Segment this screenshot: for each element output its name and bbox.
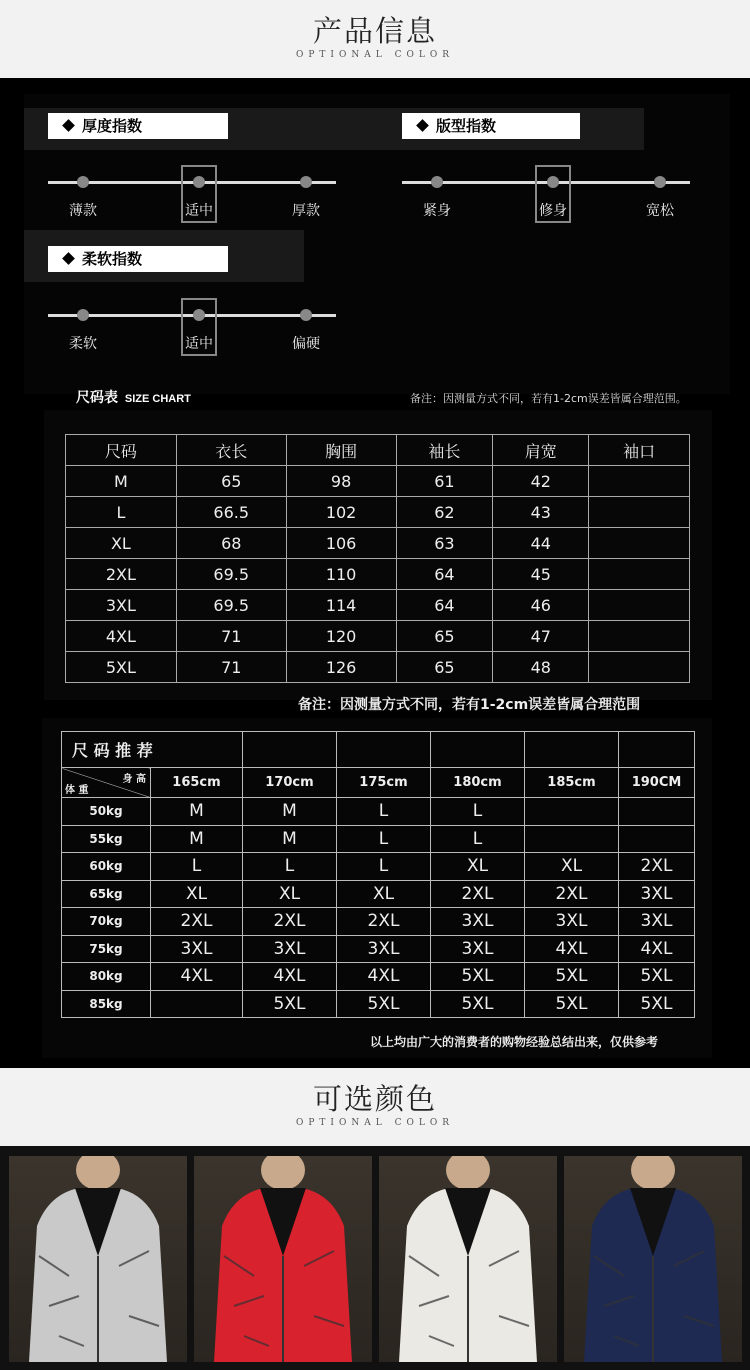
recommend-blank-cell [619,732,695,768]
recommend-weight-cell: 65kg [62,880,151,908]
size-cell: L [66,497,177,528]
recommend-row [62,990,695,1018]
recommend-size-cell: L [337,825,431,853]
size-row [66,621,690,652]
size-cell: 48 [493,652,589,683]
size-cell [589,559,690,590]
recommend-height-cell: 165cm [151,768,243,798]
color-photo-red-hoodie[interactable] [194,1156,372,1362]
size-cell: 65 [396,652,493,683]
size-header-cell: 袖口 [589,435,690,466]
recommend-size-cell: L [243,853,337,881]
recommend-height-cell: 190CM [619,768,695,798]
recommend-blank-cell [431,732,525,768]
recommend-size-cell: XL [431,853,525,881]
recommend-height-cell: 170cm [243,768,337,798]
recommend-size-cell: 2XL [337,908,431,936]
size-cell [589,497,690,528]
size-cell: 4XL [66,621,177,652]
recommend-size-cell: L [431,798,525,826]
recommend-size-cell: 3XL [151,935,243,963]
section-title: 产品信息 [312,14,437,48]
diamond-icon [62,252,75,265]
thickness-dot-3[interactable] [300,176,312,188]
recommend-height-cell: 175cm [337,768,431,798]
size-cell: 43 [493,497,589,528]
size-cell: 69.5 [176,590,286,621]
thickness-label-text: 厚度指数 [82,117,143,135]
color-photo-light-gray-hoodie[interactable] [9,1156,187,1362]
recommend-size-cell: 4XL [619,935,695,963]
recommend-size-cell: 3XL [525,908,619,936]
size-cell: 42 [493,466,589,497]
hoodie-figure [194,1156,372,1362]
recommend-size-cell: XL [337,880,431,908]
size-cell: 66.5 [176,497,286,528]
size-cell: 65 [176,466,286,497]
softness-index-label [48,246,228,272]
recommend-size-cell: 5XL [243,990,337,1018]
size-row [66,528,690,559]
recommend-size-cell: 4XL [337,963,431,991]
color-photo-navy-hoodie[interactable] [564,1156,742,1362]
size-header-cell: 胸围 [286,435,396,466]
size-cell: 5XL [66,652,177,683]
recommend-size-cell: XL [151,880,243,908]
recommend-weight-cell: 60kg [62,853,151,881]
recommend-size-cell: 5XL [619,963,695,991]
recommend-title: 尺 码 推 荐 [62,732,243,768]
recommend-size-cell: 2XL [243,908,337,936]
recommend-size-cell: 3XL [619,908,695,936]
recommend-size-cell: 2XL [151,908,243,936]
size-cell: 62 [396,497,493,528]
size-cell: 64 [396,559,493,590]
recommend-size-cell: 3XL [431,908,525,936]
softness-label-text: 柔软指数 [82,250,143,268]
recommend-size-cell: 2XL [619,853,695,881]
size-cell: 44 [493,528,589,559]
softness-option-1[interactable]: 柔软 [69,336,97,352]
softness-option-2[interactable]: 适中 [185,336,213,352]
recommend-size-cell: 5XL [431,990,525,1018]
size-cell: 126 [286,652,396,683]
recommend-blank-cell [525,732,619,768]
size-cell: 110 [286,559,396,590]
recommend-size-cell: 2XL [431,880,525,908]
size-cell [589,652,690,683]
size-cell: 46 [493,590,589,621]
size-chart-title-en: SIZE CHART [124,393,191,405]
recommend-weight-cell: 70kg [62,908,151,936]
size-cell: 3XL [66,590,177,621]
recommend-size-cell: L [337,853,431,881]
thickness-option-2[interactable]: 适中 [185,203,213,219]
recommend-size-cell: 5XL [431,963,525,991]
softness-option-3[interactable]: 偏硬 [292,336,320,352]
size-cell: 47 [493,621,589,652]
size-chart-top-note: 备注：因测量方式不同，若有1-2cm误差皆属合理范围。 [410,392,687,405]
softness-dot-3[interactable] [300,309,312,321]
recommend-size-cell: 5XL [619,990,695,1018]
recommend-size-cell: M [151,825,243,853]
recommend-size-cell: 3XL [619,880,695,908]
diamond-icon [416,119,429,132]
thickness-option-1[interactable]: 薄款 [69,203,97,219]
recommend-size-cell: 5XL [525,963,619,991]
section-subtitle: OPTIONAL COLOR [296,50,454,60]
size-cell: 120 [286,621,396,652]
size-row [66,497,690,528]
recommend-size-cell: L [337,798,431,826]
thickness-dot-1[interactable] [77,176,89,188]
section-subtitle: OPTIONAL COLOR [296,1118,454,1128]
recommend-row [62,853,695,881]
size-cell: 69.5 [176,559,286,590]
size-cell [589,621,690,652]
size-header-cell: 袖长 [396,435,493,466]
size-row [66,652,690,683]
thickness-index-label [48,113,228,139]
size-header-cell: 肩宽 [493,435,589,466]
recommend-size-cell: 4XL [151,963,243,991]
fit-label-text: 版型指数 [436,117,497,135]
recommend-blank-cell [337,732,431,768]
recommend-weight-cell: 80kg [62,963,151,991]
size-cell: 61 [396,466,493,497]
recommend-height-cell: 180cm [431,768,525,798]
size-cell: 114 [286,590,396,621]
recommend-size-cell: XL [243,880,337,908]
size-row [66,559,690,590]
size-cell: 65 [396,621,493,652]
recommend-weight-cell: 75kg [62,935,151,963]
recommend-row [62,908,695,936]
recommend-weight-cell: 85kg [62,990,151,1018]
recommend-size-cell [151,990,243,1018]
section-header-product-info [0,0,750,78]
recommend-size-cell: L [431,825,525,853]
fit-option-1[interactable]: 紧身 [423,203,451,219]
size-chart-title-cn: 尺码表 [76,390,118,406]
recommend-size-cell: 4XL [525,935,619,963]
recommend-size-cell: 3XL [243,935,337,963]
recommend-size-cell: XL [525,853,619,881]
color-photo-white-hoodie[interactable] [379,1156,557,1362]
fit-option-2[interactable]: 修身 [539,203,567,219]
fit-option-3[interactable]: 宽松 [646,203,674,219]
recommend-size-cell: 4XL [243,963,337,991]
recommend-weight-cell: 50kg [62,798,151,826]
hoodie-figure [379,1156,557,1362]
thickness-option-3[interactable]: 厚款 [292,203,320,219]
section-title: 可选颜色 [312,1082,437,1116]
recommend-size-cell [525,798,619,826]
size-cell: 68 [176,528,286,559]
size-header-cell: 尺码 [66,435,177,466]
size-cell: 102 [286,497,396,528]
recommend-row [62,798,695,826]
recommend-size-cell [619,825,695,853]
recommend-weight-cell: 55kg [62,825,151,853]
recommend-height-cell: 185cm [525,768,619,798]
size-cell: M [66,466,177,497]
size-header-row [66,435,690,466]
corner-height-label: 身 高 [122,774,146,785]
recommend-size-cell: 5XL [337,990,431,1018]
size-cell: 64 [396,590,493,621]
size-row [66,466,690,497]
corner-weight-label: 体 重 [65,785,89,796]
recommend-size-cell: 2XL [525,880,619,908]
size-header-cell: 衣长 [176,435,286,466]
size-cell [589,466,690,497]
size-cell: 98 [286,466,396,497]
recommend-size-cell: L [151,853,243,881]
recommend-size-cell: M [243,798,337,826]
recommend-note: 以上均由广大的消费者的购物经验总结出来，仅供参考 [370,1035,659,1049]
recommend-size-cell: 5XL [525,990,619,1018]
recommend-size-cell: M [151,798,243,826]
size-cell [589,528,690,559]
recommend-title-row [62,732,695,768]
softness-dot-1[interactable] [77,309,89,321]
recommend-row [62,963,695,991]
hoodie-figure [9,1156,187,1362]
size-recommend-table [61,731,695,1018]
size-chart-bottom-note: 备注：因测量方式不同，若有1-2cm误差皆属合理范围 [298,697,641,713]
recommend-row [62,825,695,853]
recommend-row [62,935,695,963]
recommend-row [62,880,695,908]
diamond-icon [62,119,75,132]
fit-dot-1[interactable] [431,176,443,188]
fit-dot-3[interactable] [654,176,666,188]
size-row [66,590,690,621]
size-cell: 63 [396,528,493,559]
size-cell [589,590,690,621]
recommend-size-cell [619,798,695,826]
size-cell: 71 [176,621,286,652]
recommend-corner-cell [62,768,151,798]
size-cell: XL [66,528,177,559]
recommend-size-cell: 3XL [337,935,431,963]
recommend-height-row [62,768,695,798]
recommend-blank-cell [243,732,337,768]
size-cell: 106 [286,528,396,559]
size-cell: 71 [176,652,286,683]
recommend-size-cell [525,825,619,853]
hoodie-figure [564,1156,742,1362]
size-chart-title [76,387,191,407]
fit-index-label [402,113,580,139]
size-chart-table [65,434,690,683]
size-cell: 45 [493,559,589,590]
section-header-colors [0,1068,750,1146]
recommend-size-cell: M [243,825,337,853]
size-cell: 2XL [66,559,177,590]
recommend-size-cell: 3XL [431,935,525,963]
